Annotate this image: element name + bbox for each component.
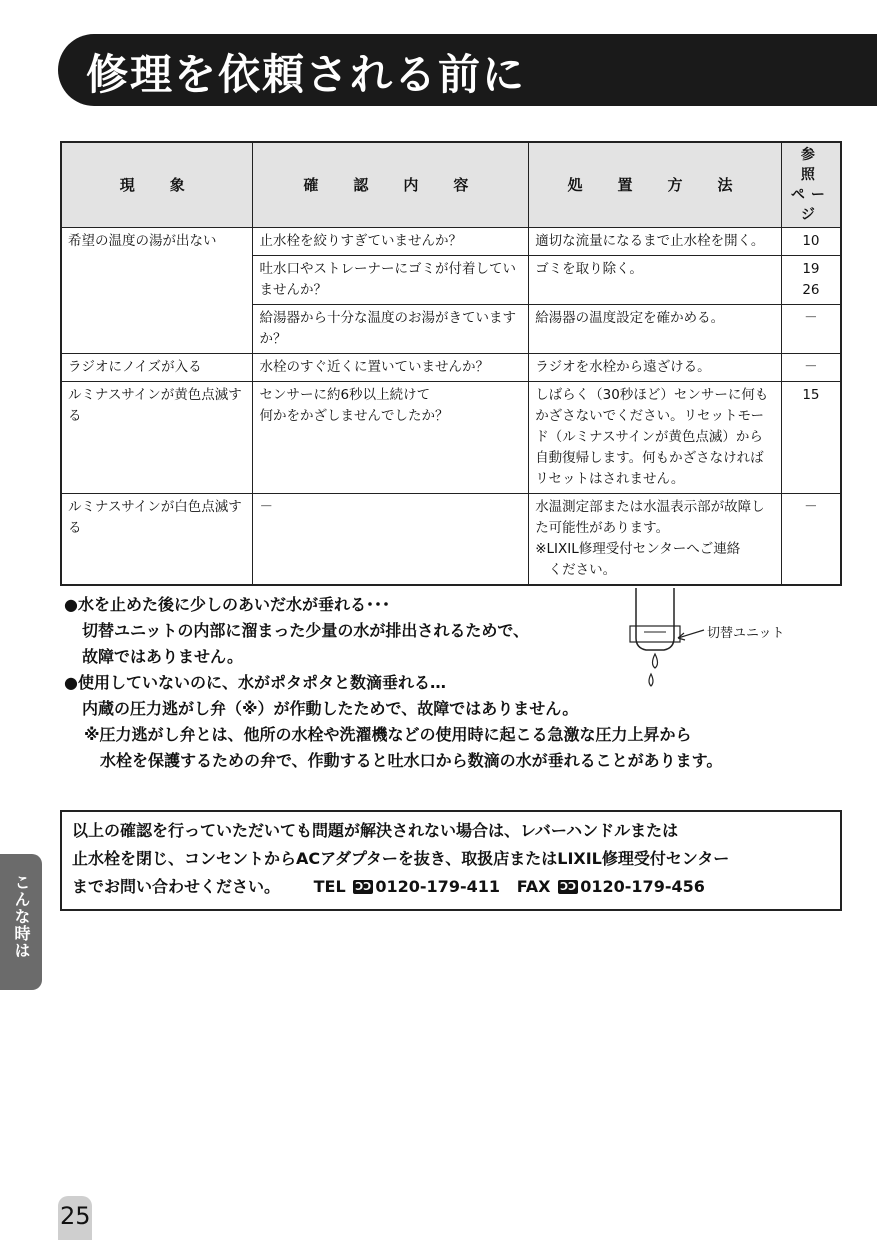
- freedial-icon: ƆƆ: [560, 880, 577, 893]
- note2-line1: 内蔵の圧力逃がし弁（※）が作動したためで、故障ではありません。: [82, 699, 579, 718]
- action-cell: 給湯器の温度設定を確かめる。: [529, 305, 782, 354]
- note1-line2: 故障ではありません。: [82, 647, 243, 666]
- check-cell: 給湯器から十分な温度のお湯がきていますか？: [253, 305, 529, 354]
- fax-label: FAX: [516, 877, 551, 896]
- symptom-cell: 希望の温度の湯が出ない: [61, 228, 253, 354]
- action-cell: しばらく（30秒ほど）センサーに何もかざさないでください。リセットモード（ルミナスサインが黄色点滅）から自動復帰します。何もかざさなければリセットはされません。: [529, 382, 782, 494]
- tel-label: TEL: [313, 877, 346, 896]
- check-cell: －: [253, 494, 529, 586]
- switching-unit-label: 切替ユニット: [707, 626, 785, 641]
- page-number-tab: [58, 1196, 92, 1240]
- symptom-cell: ルミナスサインが白色点滅する: [61, 494, 253, 586]
- table-row: [61, 382, 841, 494]
- symptom-cell: ラジオにノイズが入る: [61, 354, 253, 382]
- header-check: 確 認 内 容: [253, 142, 529, 228]
- freedial-icon: ƆƆ: [355, 880, 372, 893]
- contact-box: [60, 810, 842, 911]
- note2-title: ●使用していないのに、水がポタポタと数滴垂れる…: [64, 673, 446, 692]
- contact-line3: までお問い合わせください。: [72, 877, 281, 896]
- check-cell: センサーに約6秒以上続けて 何かをかざしませんでしたか？: [253, 382, 529, 494]
- table-row: [61, 228, 841, 256]
- page-cell: －: [781, 354, 841, 382]
- header-reference-page: 参 照 ページ: [781, 142, 841, 228]
- action-cell: ゴミを取り除く。: [529, 256, 782, 305]
- note2-line3: 水栓を保護するための弁で、作動すると吐水口から数滴の水が垂れることがあります。: [100, 751, 723, 770]
- troubleshooting-table: [60, 141, 842, 586]
- table-row: [61, 354, 841, 382]
- contact-line1: 以上の確認を行っていただいても問題が解決されない場合は、レバーハンドルまたは: [72, 821, 679, 840]
- check-cell: 吐水口やストレーナーにゴミが付着していませんか？: [253, 256, 529, 305]
- contact-line3-row: [72, 873, 840, 901]
- note1-title: ●水を止めた後に少しのあいだ水が垂れる･･･: [64, 595, 390, 614]
- page-cell: 19 26: [781, 256, 841, 305]
- note1-line1: 切替ユニットの内部に溜まった少量の水が排出されるためで、: [82, 621, 530, 640]
- action-cell: 適切な流量になるまで止水栓を開く。: [529, 228, 782, 256]
- header-action: 処 置 方 法: [529, 142, 782, 228]
- page-cell: 15: [781, 382, 841, 494]
- contact-line2: 止水栓を閉じ、コンセントからACアダプターを抜き、取扱店またはLIXIL修理受付センター: [72, 849, 730, 868]
- page-cell: －: [781, 305, 841, 354]
- page-cell: －: [781, 494, 841, 586]
- switching-unit-illustration: [620, 588, 710, 700]
- table-row: [61, 494, 841, 586]
- table-header-row: [61, 142, 841, 228]
- page-cell: 10: [781, 228, 841, 256]
- symptom-cell: ルミナスサインが黄色点滅する: [61, 382, 253, 494]
- title-bar: [58, 34, 877, 106]
- action-cell: 水温測定部または水温表示部が故障した可能性があります。 ※LIXIL修理受付センターへご連絡 ください。: [529, 494, 782, 586]
- header-symptom: 現 象: [61, 142, 253, 228]
- tel-number: 0120-179-411: [375, 877, 500, 896]
- page-number: 25: [60, 1202, 91, 1230]
- check-cell: 水栓のすぐ近くに置いていませんか？: [253, 354, 529, 382]
- action-cell: ラジオを水栓から遠ざける。: [529, 354, 782, 382]
- side-tab-label: こんな時は: [12, 874, 31, 959]
- note2-line2: ※圧力逃がし弁とは、他所の水栓や洗濯機などの使用時に起こる急激な圧力上昇から: [84, 725, 692, 744]
- page-title: 修理を依頼される前に: [86, 50, 527, 99]
- fax-number: 0120-179-456: [580, 877, 705, 896]
- check-cell: 止水栓を絞りすぎていませんか？: [253, 228, 529, 256]
- side-tab: [0, 854, 42, 990]
